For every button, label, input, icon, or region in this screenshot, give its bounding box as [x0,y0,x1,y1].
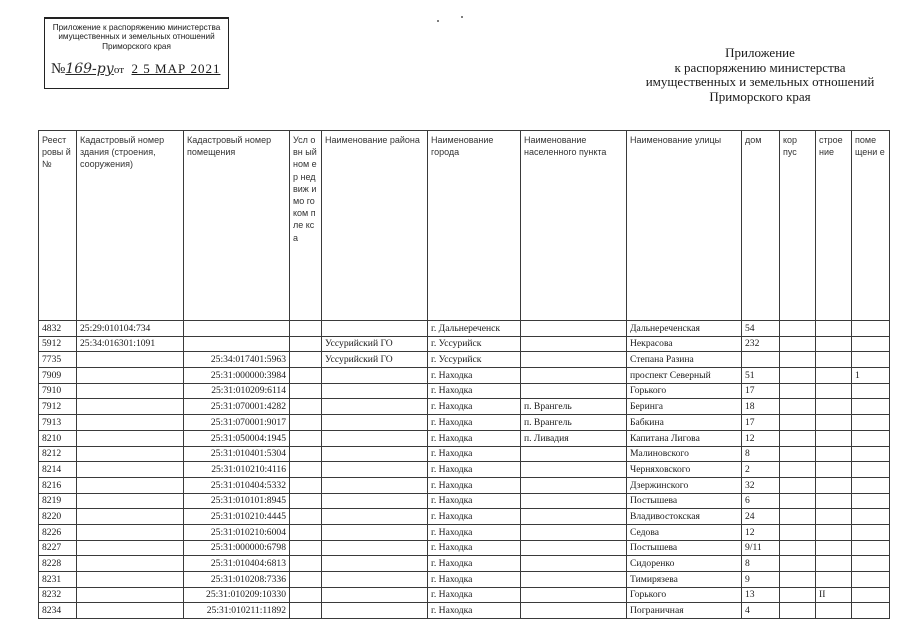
table-cell [521,383,627,399]
table-cell [816,399,852,415]
table-cell [322,509,428,525]
table-cell: 7910 [39,383,77,399]
table-cell: г. Находка [428,556,521,572]
stamp-line: имущественных и земельных отношений [58,32,215,42]
table-cell: г. Находка [428,572,521,588]
stamp-from-label: от [113,64,125,76]
table-cell: 25:31:070001:4282 [184,399,290,415]
table-cell [77,446,184,462]
table-cell [77,524,184,540]
table-cell [816,524,852,540]
table-cell: 25:31:000000:6798 [184,540,290,556]
table-cell: 8228 [39,556,77,572]
appendix-header [600,46,905,104]
table-cell [780,430,816,446]
table-row [39,399,890,415]
table-cell [322,399,428,415]
table-cell: Черняховского [627,462,742,478]
stamp-date: 2 5 МАР 2021 [131,61,221,76]
table-cell: 25:31:010404:5332 [184,477,290,493]
header-room-cadastral: Кадастровый номер помещения [184,131,290,321]
table-cell: 1 [852,368,890,384]
table-cell [521,524,627,540]
table-cell: 4 [742,603,780,619]
scan-speck [437,20,439,22]
table-cell [816,462,852,478]
table-cell [780,462,816,478]
table-cell [322,572,428,588]
table-cell [322,462,428,478]
table-cell [290,462,322,478]
table-row [39,462,890,478]
table-cell [780,336,816,352]
table-cell [742,352,780,368]
table-cell: 13 [742,587,780,603]
table-cell [816,477,852,493]
table-cell [290,321,322,337]
table-cell [290,415,322,431]
table-cell [290,383,322,399]
registry-table [38,130,890,619]
table-cell [852,540,890,556]
table-cell: Дзержинского [627,477,742,493]
table-cell [780,509,816,525]
table-cell [852,524,890,540]
table-cell: 8210 [39,430,77,446]
table-cell: 7912 [39,399,77,415]
table-cell [322,603,428,619]
header-complex-number: Усл овн ый ном ер нед виж имо го ком плe кса [290,131,322,321]
table-cell [290,477,322,493]
table-cell: 18 [742,399,780,415]
table-cell [77,462,184,478]
table-cell: 232 [742,336,780,352]
table-cell [77,556,184,572]
table-cell [852,399,890,415]
table-cell: 25:31:010401:5304 [184,446,290,462]
table-cell [780,446,816,462]
table-cell [521,603,627,619]
table-cell [521,352,627,368]
table-cell [290,540,322,556]
table-cell: Степана Разина [627,352,742,368]
table-cell [184,321,290,337]
table-cell: 9 [742,572,780,588]
table-cell [816,383,852,399]
table-cell [852,336,890,352]
table-cell [77,368,184,384]
table-cell [780,368,816,384]
table-cell: 8234 [39,603,77,619]
header-room: поме щени е [852,131,890,321]
table-cell [852,383,890,399]
table-cell [290,524,322,540]
stamp-line: Приложение к распоряжению министерства [52,23,221,32]
table-cell [77,430,184,446]
table-cell: Пограничная [627,603,742,619]
header-registry-number: Реест ровы й № [39,131,77,321]
appendix-line: имущественных и земельных отношений [645,74,875,89]
table-row [39,430,890,446]
table-cell: 25:29:010104:734 [77,321,184,337]
table-cell: 8219 [39,493,77,509]
table-cell [816,493,852,509]
table-cell [290,368,322,384]
table-cell: 25:31:010209:10330 [184,587,290,603]
table-cell: 8212 [39,446,77,462]
table-cell: Беринга [627,399,742,415]
table-cell [816,509,852,525]
table-row [39,556,890,572]
table-row [39,368,890,384]
table-cell [521,477,627,493]
table-cell [852,572,890,588]
table-cell: 25:31:010210:6004 [184,524,290,540]
table-cell: Капитана Лигова [627,430,742,446]
table-row [39,352,890,368]
table-cell: 8231 [39,572,77,588]
table-cell [780,587,816,603]
table-cell: г. Уссурийск [428,352,521,368]
table-cell: Седова [627,524,742,540]
table-cell: г. Находка [428,493,521,509]
table-cell [852,477,890,493]
table-row [39,603,890,619]
table-cell: Уссурийский ГО [322,336,428,352]
table-cell [521,556,627,572]
table-cell [852,509,890,525]
table-cell [322,477,428,493]
table-cell [322,430,428,446]
table-cell [184,336,290,352]
table-cell: Владивостокская [627,509,742,525]
table-cell [322,587,428,603]
table-cell [852,493,890,509]
table-body [39,321,890,619]
table-cell: 8220 [39,509,77,525]
table-cell: 2 [742,462,780,478]
table-cell [521,572,627,588]
table-cell: 8216 [39,477,77,493]
table-cell [852,415,890,431]
table-cell: 25:31:000000:3984 [184,368,290,384]
table-cell: г. Находка [428,524,521,540]
table-cell [780,493,816,509]
table-cell: 25:31:010211:11892 [184,603,290,619]
table-cell: II [816,587,852,603]
table-cell: 8 [742,446,780,462]
table-cell: п. Врангель [521,415,627,431]
table-cell [780,415,816,431]
table-cell [290,336,322,352]
table-cell: 7913 [39,415,77,431]
table-cell [816,572,852,588]
table-cell [322,540,428,556]
table-cell [521,587,627,603]
table-cell: г. Находка [428,368,521,384]
table-cell: г. Уссурийск [428,336,521,352]
table-cell: п. Ливадия [521,430,627,446]
table-cell [816,446,852,462]
table-cell: г. Находка [428,415,521,431]
table-cell [816,430,852,446]
table-cell: 8 [742,556,780,572]
header-settlement: Наименование населенного пункта [521,131,627,321]
table-cell: 8226 [39,524,77,540]
table-cell [852,603,890,619]
table-cell: 25:31:010209:6114 [184,383,290,399]
table-cell [521,446,627,462]
table-cell: г. Находка [428,462,521,478]
table-cell: 8214 [39,462,77,478]
table-cell: г. Находка [428,540,521,556]
table-cell [816,540,852,556]
table-cell [780,321,816,337]
header-building: строе ние [816,131,852,321]
table-cell: 12 [742,430,780,446]
table-cell: 17 [742,415,780,431]
table-cell [521,321,627,337]
table-cell [322,493,428,509]
registration-stamp [44,17,229,89]
table-cell [77,603,184,619]
table-cell: 8232 [39,587,77,603]
table-cell [816,556,852,572]
table-cell [77,587,184,603]
table-cell: г. Находка [428,430,521,446]
table-cell: г. Находка [428,509,521,525]
table-cell [322,446,428,462]
table-cell: г. Находка [428,399,521,415]
scan-speck [461,16,463,18]
table-cell [77,383,184,399]
table-cell [290,399,322,415]
table-cell: Постышева [627,493,742,509]
table-cell [521,336,627,352]
table-cell [521,509,627,525]
table-cell: Дальнереченская [627,321,742,337]
table-cell [290,603,322,619]
table-cell [290,430,322,446]
table-cell: 25:31:010404:6813 [184,556,290,572]
table-cell [816,336,852,352]
stamp-line: Приморского края [102,41,171,51]
table-cell [852,430,890,446]
header-house: дом [742,131,780,321]
table-cell [780,572,816,588]
table-cell: 25:31:010210:4116 [184,462,290,478]
table-cell: г. Находка [428,446,521,462]
table-cell: Малиновского [627,446,742,462]
table-cell [816,352,852,368]
table-cell [322,415,428,431]
stamp-number-prefix: № [51,61,66,77]
table-cell [780,556,816,572]
table-cell [77,509,184,525]
table-cell [290,446,322,462]
table-cell: 25:31:010210:4445 [184,509,290,525]
table-cell: 7909 [39,368,77,384]
stamp-heading [45,19,228,51]
table-cell [852,321,890,337]
table-cell [521,540,627,556]
table-row [39,477,890,493]
table-cell: г. Находка [428,383,521,399]
table-cell [852,462,890,478]
table-cell: 54 [742,321,780,337]
table-cell [77,493,184,509]
table-cell: г. Дальнереченск [428,321,521,337]
table-cell [521,462,627,478]
table-cell [290,556,322,572]
table-cell: Горького [627,383,742,399]
table-row [39,524,890,540]
table-cell: 9/11 [742,540,780,556]
table-cell [780,477,816,493]
table-cell [780,540,816,556]
table-cell [77,399,184,415]
table-cell: 17 [742,383,780,399]
table-cell: Сидоренко [627,556,742,572]
table-cell [77,477,184,493]
header-building-cadastral: Кадастровый номер здания (строения, сооружения) [77,131,184,321]
header-street: Наименование улицы [627,131,742,321]
table-cell [290,587,322,603]
table-cell [852,587,890,603]
header-district: Наименование района [322,131,428,321]
table-cell: Некрасова [627,336,742,352]
table-row [39,446,890,462]
table-cell [852,446,890,462]
table-cell: Бабкина [627,415,742,431]
table-cell [780,603,816,619]
header-city: Наименование города [428,131,521,321]
table-cell: Тимирязева [627,572,742,588]
table-cell [290,509,322,525]
table-cell [322,383,428,399]
table-cell [290,572,322,588]
appendix-line: к распоряжению министерства [674,59,846,75]
table-cell: Горького [627,587,742,603]
appendix-line: Приложение [725,45,795,60]
table-cell [322,524,428,540]
table-cell [780,352,816,368]
table-cell [322,368,428,384]
table-cell [290,352,322,368]
table-cell: 7735 [39,352,77,368]
table-row [39,383,890,399]
table-cell: 25:31:050004:1945 [184,430,290,446]
table-cell: Постышева [627,540,742,556]
table-cell: 5912 [39,336,77,352]
table-cell: 12 [742,524,780,540]
table-cell: 6 [742,493,780,509]
table-row [39,509,890,525]
table-row [39,572,890,588]
table-cell: проспект Северный [627,368,742,384]
table-cell: 24 [742,509,780,525]
table-cell [852,556,890,572]
table-row [39,415,890,431]
table-cell [780,399,816,415]
table-cell: г. Находка [428,477,521,493]
table-cell [816,603,852,619]
table-cell [521,368,627,384]
table-cell [290,493,322,509]
table-row [39,540,890,556]
table-cell: 25:31:010208:7336 [184,572,290,588]
table-cell [816,368,852,384]
table-cell: Уссурийский ГО [322,352,428,368]
table-cell: 25:34:017401:5963 [184,352,290,368]
table-cell [816,321,852,337]
table-cell: 8227 [39,540,77,556]
table-header-row [39,131,890,321]
table-cell: 25:31:010101:8945 [184,493,290,509]
table-row [39,587,890,603]
table-cell: 51 [742,368,780,384]
table-cell [852,352,890,368]
table-cell [816,415,852,431]
table-cell: 4832 [39,321,77,337]
table-cell [77,352,184,368]
table-cell: 25:31:070001:9017 [184,415,290,431]
stamp-registration [51,61,220,78]
table-cell: п. Врангель [521,399,627,415]
table-cell: г. Находка [428,587,521,603]
table-cell: 32 [742,477,780,493]
table-cell [521,493,627,509]
table-row [39,336,890,352]
table-cell: г. Находка [428,603,521,619]
table-cell [77,415,184,431]
appendix-line: Приморского края [709,88,811,104]
table-cell [77,540,184,556]
table-cell: 25:34:016301:1091 [77,336,184,352]
table-cell [780,524,816,540]
table-cell [780,383,816,399]
stamp-number: 169-ру [65,61,114,77]
table-cell [77,572,184,588]
table-cell [322,556,428,572]
header-block: кор пус [780,131,816,321]
table-cell [322,321,428,337]
table-row [39,321,890,337]
table-row [39,493,890,509]
